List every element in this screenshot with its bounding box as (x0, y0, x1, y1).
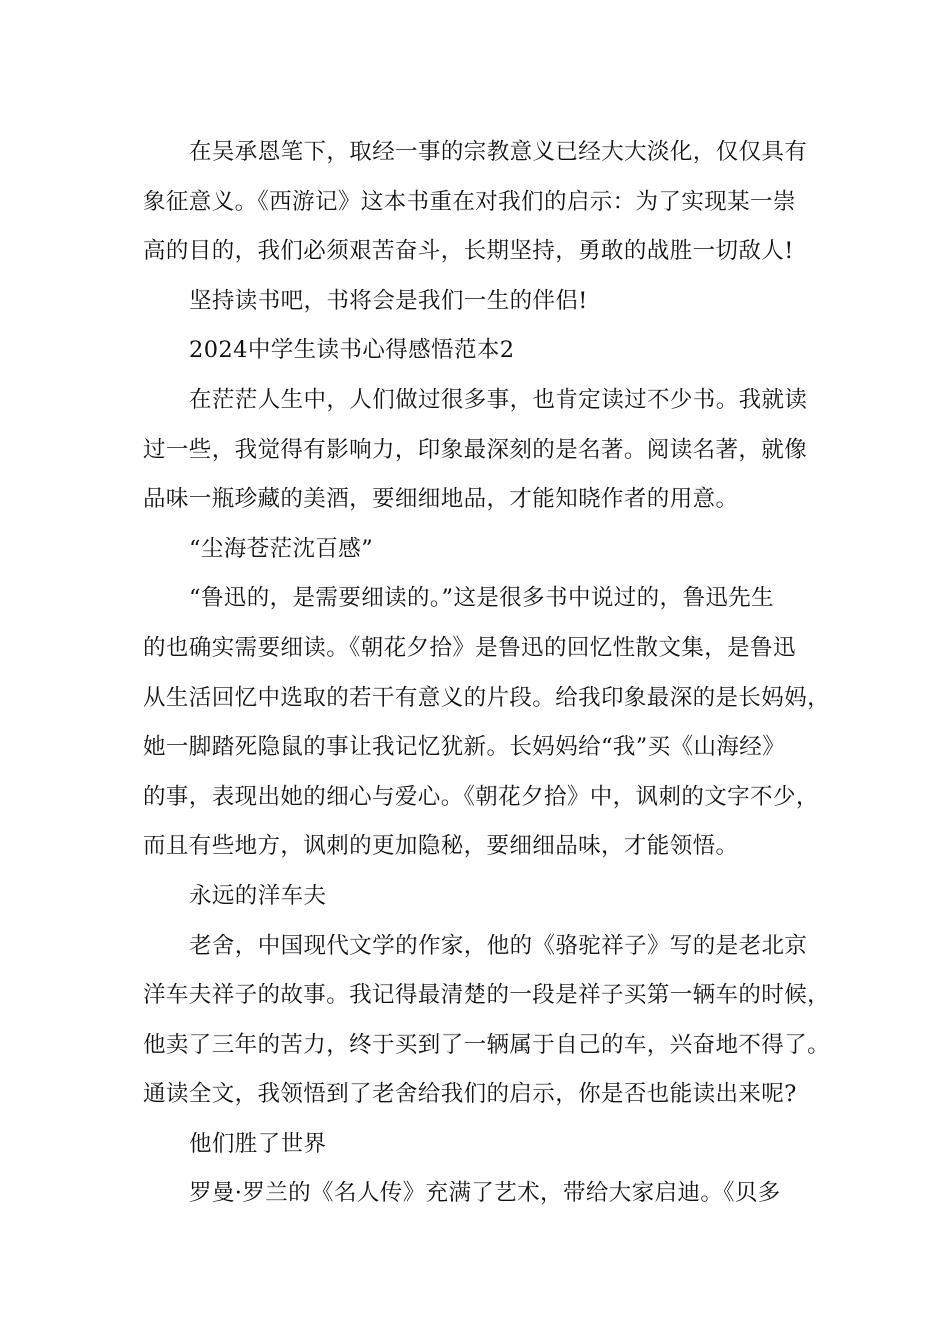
document-body (143, 128, 831, 1219)
text-line: 在吴承恩笔下，取经一事的宗教意义已经大大淡化，仅仅具有 (189, 139, 808, 165)
text-line: 高的目的，我们必须艰苦奋斗，长期坚持，勇敢的战胜一切敌人! (143, 238, 794, 265)
text-line: 从生活回忆中选取的若干有意义的片段。给我印象最深的是长妈妈， (143, 684, 831, 711)
text-line: 而且有些地方，讽刺的更加隐秘，要细细品味，才能领悟。 (143, 833, 739, 860)
subheading: “尘海苍茫沈百感” (189, 535, 374, 562)
text-line: 通读全文，我领悟到了老舍给我们的启示，你是否也能读出来呢? (143, 1081, 797, 1108)
text-line: 洋车夫祥子的故事。我记得最清楚的一段是祥子买第一辆车的时候， (143, 982, 831, 1009)
section-title: 2024中学生读书心得感悟范本2 (189, 337, 515, 364)
text-line: 象征意义。《西游记》这本书重在对我们的启示：为了实现某一崇 (143, 188, 796, 215)
text-line: 他卖了三年的苦力，终于买到了一辆属于自己的车，兴奋地不得了。 (143, 1031, 831, 1058)
subheading: 永远的洋车夫 (189, 882, 327, 909)
text-line: 的也确实需要细读。《朝花夕拾》是鲁迅的回忆性散文集，是鲁迅 (143, 634, 796, 661)
text-line: 她一脚踏死隐鼠的事让我记忆犹新。长妈妈给“我”买《山海经》 (143, 734, 786, 761)
text-line: 老舍，中国现代文学的作家，他的《骆驼祥子》写的是老北京 (189, 932, 808, 959)
subheading: 他们胜了世界 (189, 1130, 327, 1157)
text-line: 坚持读书吧，书将会是我们一生的伴侣! (189, 287, 588, 314)
text-line: “鲁迅的，是需要细读的。”这是很多书中说过的，鲁迅先生 (189, 585, 775, 612)
text-line: 品味一瓶珍藏的美酒，要细细地品，才能知晓作者的用意。 (143, 486, 739, 513)
text-line: 过一些，我觉得有影响力，印象最深刻的是名著。阅读名著，就像 (143, 436, 808, 463)
text-line: 在茫茫人生中，人们做过很多事，也肯定读过不少书。我就读 (189, 386, 808, 413)
text-line: 的事，表现出她的细心与爱心。《朝花夕拾》中，讽刺的文字不少， (143, 783, 819, 810)
text-line: 罗曼·罗兰的《名人传》充满了艺术，带给大家启迪。《贝多 (189, 1180, 781, 1207)
